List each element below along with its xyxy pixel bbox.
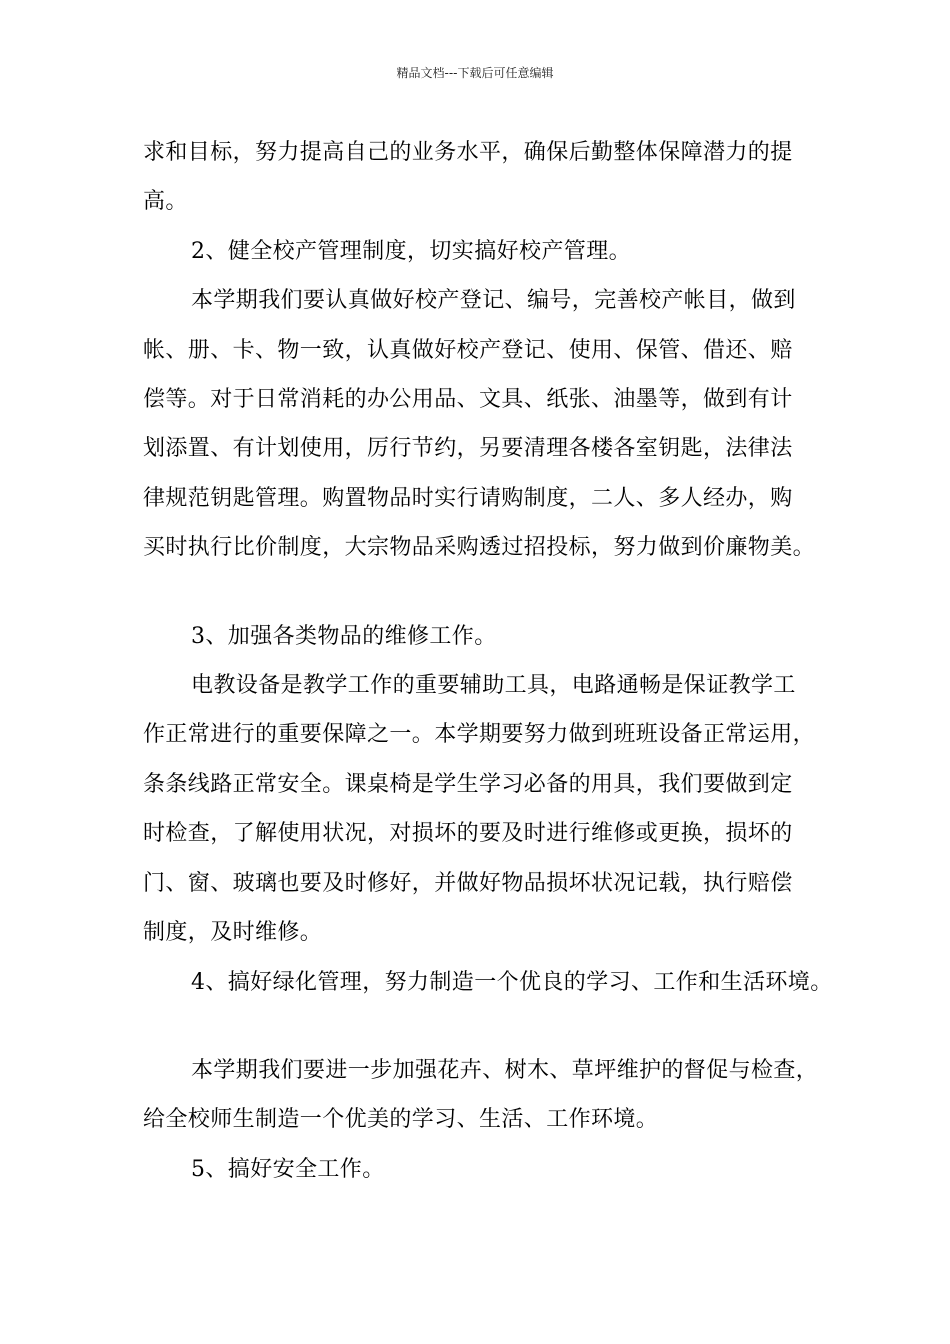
text-line: 作正常进行的重要保障之一。本学期要努力做到班班设备正常运用， [143, 722, 816, 748]
text-line: 买时执行比价制度，大宗物品采购透过招投标，努力做到价廉物美。 [143, 535, 816, 561]
text-line: 帐、册、卡、物一致，认真做好校产登记、使用、保管、借还、赔 [143, 337, 793, 363]
text-line: 划添置、有计划使用，厉行节约，另要清理各楼各室钥匙，法律法 [143, 436, 793, 462]
text-line: 律规范钥匙管理。购置物品时实行请购制度，二人、多人经办，购 [143, 485, 793, 511]
text-line: 条条线路正常安全。课桌椅是学生学习必备的用具，我们要做到定 [143, 771, 793, 797]
text-line: 求和目标，努力提高自己的业务水平，确保后勤整体保障潜力的提 [143, 140, 793, 165]
text-line: 偿等。对于日常消耗的办公用品、文具、纸张、油墨等，做到有计 [143, 387, 793, 413]
text-line: 2、健全校产管理制度，切实搞好校产管理。 [191, 238, 631, 264]
text-line: 电教设备是教学工作的重要辅助工具，电路通畅是保证教学工 [191, 673, 796, 699]
text-line: 高。 [143, 189, 188, 215]
text-line: 4、搞好绿化管理，努力制造一个优良的学习、工作和生活环境。 [191, 969, 833, 995]
page-header: 精品文档---下载后可任意编辑 [396, 66, 554, 80]
text-line: 门、窗、玻璃也要及时修好，并做好物品损坏状况记载，执行赔偿 [143, 870, 793, 896]
text-line: 本学期我们要认真做好校产登记、编号，完善校产帐目，做到 [191, 288, 796, 314]
paragraph-gap [143, 573, 823, 612]
text-line: 3、加强各类物品的维修工作。 [191, 623, 497, 649]
text-line: 给全校师生制造一个优美的学习、生活、工作环境。 [143, 1107, 659, 1133]
text-line: 时检查，了解使用状况，对损坏的要及时进行维修或更换，损坏的 [143, 821, 793, 847]
paragraph-gap [143, 1007, 823, 1046]
document-body [143, 128, 833, 1194]
text-line: 制度，及时维修。 [143, 920, 323, 946]
text-line: 本学期我们要进一步加强花卉、树木、草坪维护的督促与检查， [191, 1057, 819, 1083]
text-line: 5、搞好安全工作。 [191, 1156, 385, 1182]
